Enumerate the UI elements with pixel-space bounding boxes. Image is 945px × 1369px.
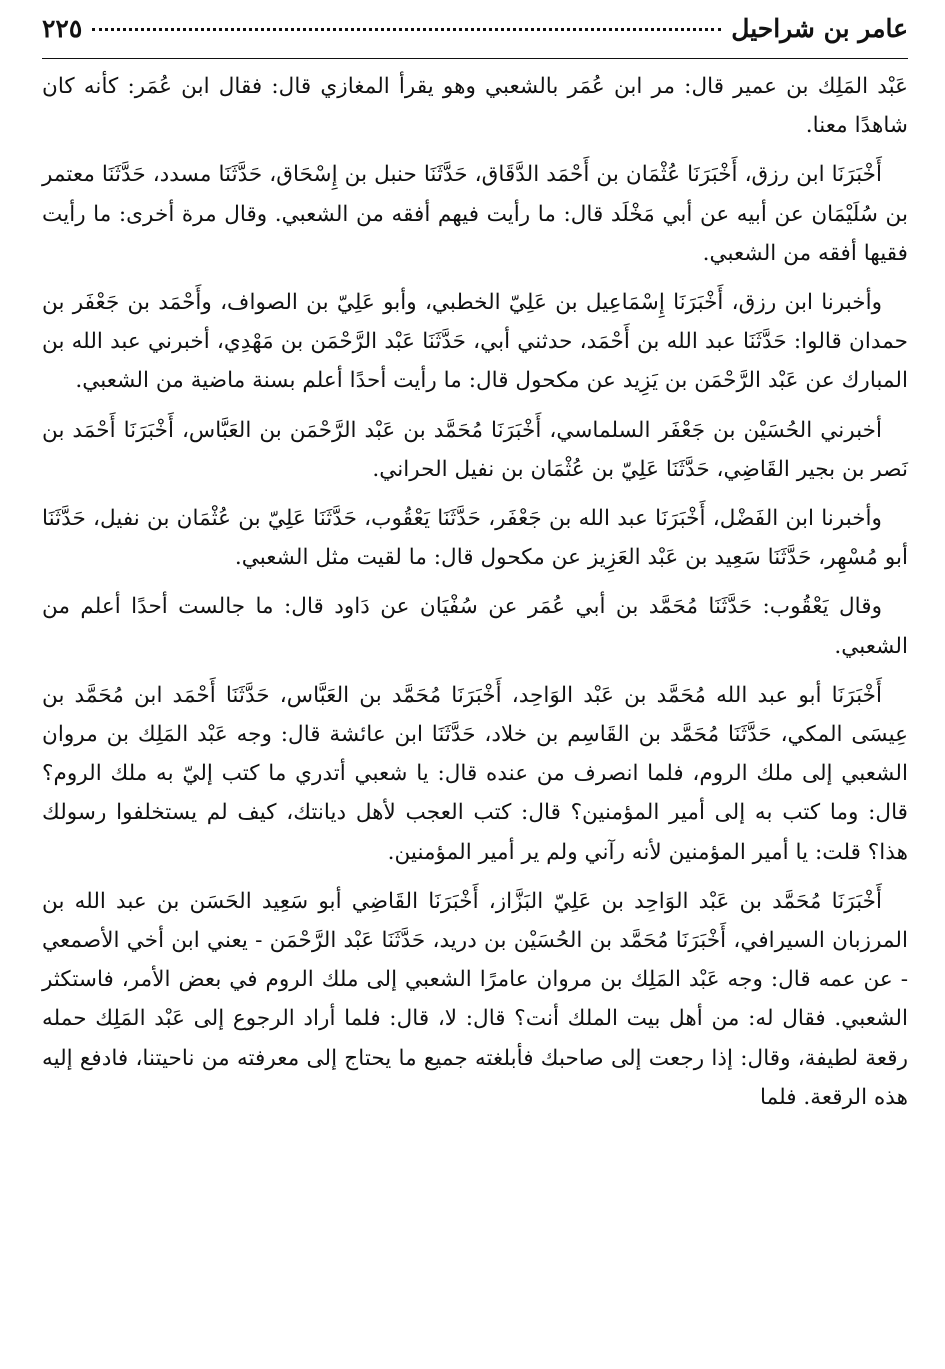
paragraph: أخبرني الحُسَيْن بن جَعْفَر السلماسي، أَخْبَرَنَا مُحَمَّد بن عَبْد الرَّحْمَن بن العَبَّاس، أَخْبَرَنَا أَحْمَد بن نَصر بن بجير القَاضِي، حَدَّثَنَا عَلِيّ بن عُثْمَان بن نفيل الحراني.: [42, 417, 908, 482]
paragraph: وأخبرنا ابن رزق، أَخْبَرَنَا إِسْمَاعِيل بن عَلِيّ الخطبي، وأبو عَلِيّ بن الصواف، وأَحْمَد بن جَعْفَر بن حمدان قالوا: حَدَّثَنَا عبد الله بن أَحْمَد، حدثني أبي، حَدَّثَنَا عَبْد الرَّحْمَن بن مَهْدِي، أخبرني عبد الله بن المبارك عن عَبْد الرَّحْمَن بن يَزِيد عن مكحول قال: ما رأيت أحدًا أعلم بسنة ماضية من الشعبي.: [42, 290, 908, 394]
paragraph: أَخْبَرَنَا مُحَمَّد بن عَبْد الوَاحِد بن عَلِيّ البَزَّاز، أَخْبَرَنَا القَاضِي أبو سَعِيد الحَسَن بن عبد الله بن المرزبان السيرافي، أَخْبَرَنَا مُحَمَّد بن الحُسَيْن بن دريد، حَدَّثَنَا عَبْد الرَّحْمَن - يعني ابن أخي الأصمعي - عن عمه قال: وجه عَبْد المَلِك بن مروان عامرًا الشعبي إلى ملك الروم في بعض الأمر، فاستكثر الشعبي. فقال له: من أهل بيت الملك أنت؟ قال: لا، قال: فلما أراد الرجوع إلى عَبْد المَلِك حمله رقعة لطيفة، وقال: إذا رجعت إلى صاحبك فأبلغته جميع ما يحتاج إلى معرفته من ناحيتنا، فادفع إليه هذه الرقعة. فلما: [42, 888, 908, 1110]
paragraph: أَخْبَرَنَا ابن رزق، أَخْبَرَنَا عُثْمَان بن أَحْمَد الدَّقَاق، حَدَّثَنَا حنبل بن إِسْحَاق، حَدَّثَنَا مسدد، حَدَّثَنَا معتمر بن سُلَيْمَان عن أبيه عن أبي مَخْلَد قال: ما رأيت فيهم أفقه من الشعبي. وقال مرة أخرى: ما رأيت فقيها أفقه من الشعبي.: [42, 162, 908, 266]
paragraph: وقال يَعْقُوب: حَدَّثَنَا مُحَمَّد بن أبي عُمَر عن سُفْيَان عن دَاود قال: ما جالست أحدًا أعلم من الشعبي.: [42, 594, 908, 659]
page-number: ٢٢٥: [42, 14, 83, 43]
book-page: [42, 14, 908, 1354]
paragraph: أَخْبَرَنَا أبو عبد الله مُحَمَّد بن عَبْد الوَاحِد، أَخْبَرَنَا مُحَمَّد بن العَبَّاس، حَدَّثَنَا أَحْمَد ابن مُحَمَّد بن عِيسَى المكي، حَدَّثَنَا مُحَمَّد بن القَاسِم بن خلاد، حَدَّثَنَا ابن عائشة قال: وجه عَبْد المَلِك بن مروان الشعبي إلى ملك الروم، فلما انصرف من عنده قال: يا شعبي أتدري ما كتب إليّ به ملك الروم؟ قال: وما كتب به إلى أمير المؤمنين؟ قال: كتب العجب لأهل ديانتك، كيف لم يستخلفوا رسولك هذا؟ قلت: يا أمير المؤمنين لأنه رآني ولم ير أمير المؤمنين.: [42, 682, 908, 865]
running-title: عامر بن شراحيل: [731, 14, 908, 43]
dotted-leader: [92, 28, 721, 31]
page-header: [42, 14, 908, 59]
paragraph: عَبْد المَلِك بن عمير قال: مر ابن عُمَر بالشعبي وهو يقرأ المغازي قال: فقال ابن عُمَر: كأنه كان شاهدًا معنا.: [42, 74, 908, 139]
paragraph: وأخبرنا ابن الفَضْل، أَخْبَرَنَا عبد الله بن جَعْفَر، حَدَّثَنَا يَعْقُوب، حَدَّثَنَا عَلِيّ بن عُثْمَان بن نفيل، حَدَّثَنَا أبو مُسْهِر، حَدَّثَنَا سَعِيد بن عَبْد العَزِيز عن مكحول قال: ما لقيت مثل الشعبي.: [42, 506, 908, 571]
page-body: [42, 67, 908, 1117]
